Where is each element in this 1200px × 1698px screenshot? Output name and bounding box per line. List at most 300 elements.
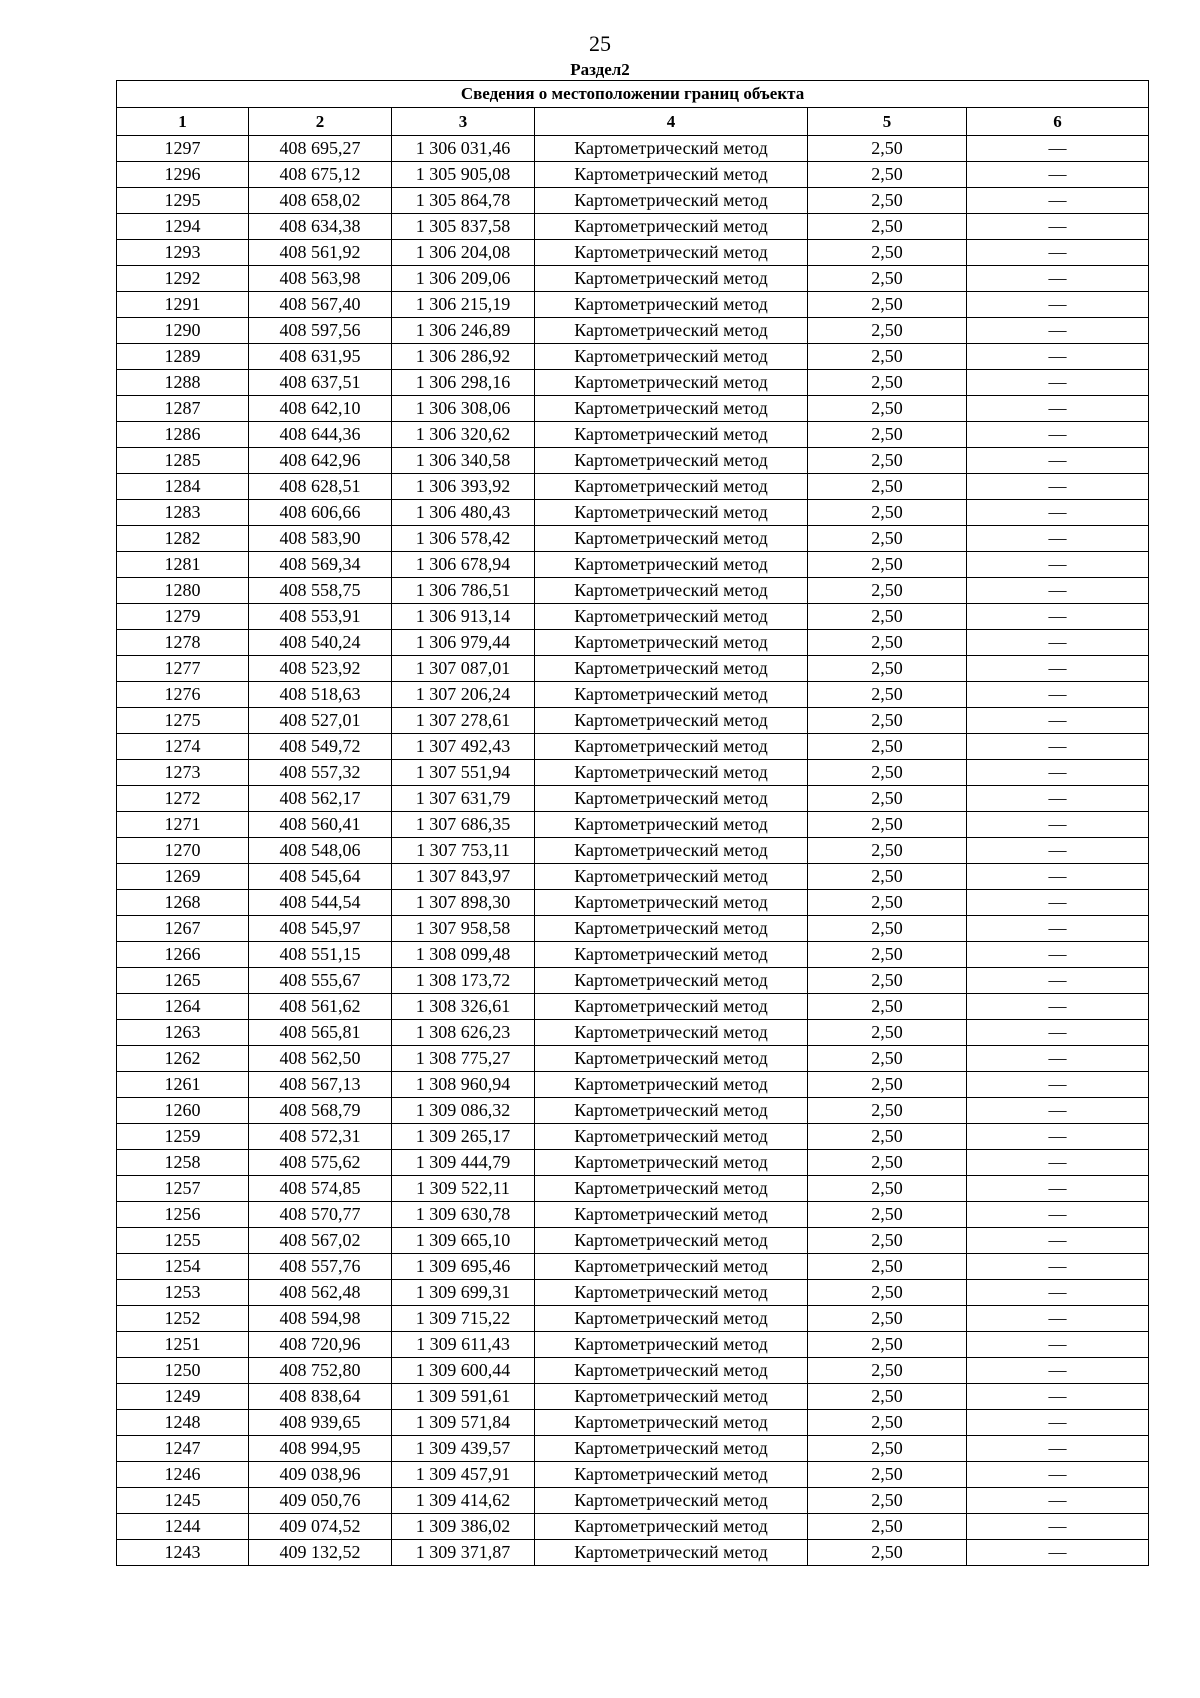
y-coordinate-cell: 1 309 571,84 [392,1410,535,1436]
note-cell: — [967,1254,1149,1280]
method-cell: Картометрический метод [535,422,808,448]
note-cell: — [967,942,1149,968]
method-cell: Картометрический метод [535,1124,808,1150]
note-cell: — [967,552,1149,578]
x-coordinate-cell: 409 038,96 [249,1462,392,1488]
note-cell: — [967,760,1149,786]
note-cell: — [967,1176,1149,1202]
point-number-cell: 1275 [117,708,249,734]
precision-cell: 2,50 [808,188,967,214]
x-coordinate-cell: 408 549,72 [249,734,392,760]
precision-cell: 2,50 [808,994,967,1020]
note-cell: — [967,682,1149,708]
point-number-cell: 1271 [117,812,249,838]
table-row [117,552,1149,578]
note-cell: — [967,1462,1149,1488]
x-coordinate-cell: 408 545,97 [249,916,392,942]
x-coordinate-cell: 408 720,96 [249,1332,392,1358]
point-number-cell: 1255 [117,1228,249,1254]
point-number-cell: 1277 [117,656,249,682]
note-cell: — [967,500,1149,526]
method-cell: Картометрический метод [535,708,808,734]
precision-cell: 2,50 [808,916,967,942]
precision-cell: 2,50 [808,552,967,578]
y-coordinate-cell: 1 306 913,14 [392,604,535,630]
note-cell: — [967,240,1149,266]
x-coordinate-cell: 408 569,34 [249,552,392,578]
method-cell: Картометрический метод [535,1202,808,1228]
table-row [117,500,1149,526]
x-coordinate-cell: 408 565,81 [249,1020,392,1046]
note-cell: — [967,994,1149,1020]
point-number-cell: 1247 [117,1436,249,1462]
note-cell: — [967,812,1149,838]
x-coordinate-cell: 408 551,15 [249,942,392,968]
precision-cell: 2,50 [808,890,967,916]
y-coordinate-cell: 1 307 087,01 [392,656,535,682]
y-coordinate-cell: 1 306 979,44 [392,630,535,656]
x-coordinate-cell: 408 557,32 [249,760,392,786]
y-coordinate-cell: 1 307 843,97 [392,864,535,890]
point-number-cell: 1289 [117,344,249,370]
y-coordinate-cell: 1 306 204,08 [392,240,535,266]
x-coordinate-cell: 409 132,52 [249,1540,392,1566]
x-coordinate-cell: 408 838,64 [249,1384,392,1410]
precision-cell: 2,50 [808,1202,967,1228]
column-number-4: 4 [535,108,808,136]
table-row [117,1254,1149,1280]
method-cell: Картометрический метод [535,292,808,318]
table-row [117,734,1149,760]
x-coordinate-cell: 408 555,67 [249,968,392,994]
precision-cell: 2,50 [808,1098,967,1124]
method-cell: Картометрический метод [535,318,808,344]
table-row [117,994,1149,1020]
table-row [117,1514,1149,1540]
note-cell: — [967,1020,1149,1046]
x-coordinate-cell: 408 562,48 [249,1280,392,1306]
method-cell: Картометрический метод [535,656,808,682]
y-coordinate-cell: 1 306 298,16 [392,370,535,396]
method-cell: Картометрический метод [535,916,808,942]
method-cell: Картометрический метод [535,1228,808,1254]
table-row [117,136,1149,162]
method-cell: Картометрический метод [535,682,808,708]
precision-cell: 2,50 [808,1124,967,1150]
x-coordinate-cell: 408 527,01 [249,708,392,734]
table-body [117,136,1149,1566]
note-cell: — [967,162,1149,188]
x-coordinate-cell: 408 557,76 [249,1254,392,1280]
x-coordinate-cell: 408 637,51 [249,370,392,396]
y-coordinate-cell: 1 308 099,48 [392,942,535,968]
precision-cell: 2,50 [808,682,967,708]
note-cell: — [967,1150,1149,1176]
point-number-cell: 1267 [117,916,249,942]
note-cell: — [967,1488,1149,1514]
method-cell: Картометрический метод [535,1488,808,1514]
precision-cell: 2,50 [808,1462,967,1488]
x-coordinate-cell: 408 568,79 [249,1098,392,1124]
precision-cell: 2,50 [808,266,967,292]
y-coordinate-cell: 1 309 699,31 [392,1280,535,1306]
y-coordinate-cell: 1 306 215,19 [392,292,535,318]
point-number-cell: 1276 [117,682,249,708]
point-number-cell: 1285 [117,448,249,474]
point-number-cell: 1281 [117,552,249,578]
table-row [117,1072,1149,1098]
y-coordinate-cell: 1 309 439,57 [392,1436,535,1462]
point-number-cell: 1294 [117,214,249,240]
x-coordinate-cell: 408 563,98 [249,266,392,292]
method-cell: Картометрический метод [535,1332,808,1358]
table-row [117,448,1149,474]
table-row [117,240,1149,266]
point-number-cell: 1292 [117,266,249,292]
table-row [117,942,1149,968]
table-caption-row [117,81,1149,108]
note-cell: — [967,292,1149,318]
precision-cell: 2,50 [808,396,967,422]
table-row [117,916,1149,942]
x-coordinate-cell: 408 594,98 [249,1306,392,1332]
y-coordinate-cell: 1 308 626,23 [392,1020,535,1046]
note-cell: — [967,838,1149,864]
point-number-cell: 1262 [117,1046,249,1072]
point-number-cell: 1253 [117,1280,249,1306]
method-cell: Картометрический метод [535,760,808,786]
precision-cell: 2,50 [808,1332,967,1358]
precision-cell: 2,50 [808,240,967,266]
point-number-cell: 1279 [117,604,249,630]
point-number-cell: 1264 [117,994,249,1020]
x-coordinate-cell: 408 658,02 [249,188,392,214]
table-row [117,526,1149,552]
point-number-cell: 1245 [117,1488,249,1514]
table-row [117,864,1149,890]
precision-cell: 2,50 [808,1150,967,1176]
y-coordinate-cell: 1 309 386,02 [392,1514,535,1540]
y-coordinate-cell: 1 309 414,62 [392,1488,535,1514]
precision-cell: 2,50 [808,1280,967,1306]
note-cell: — [967,474,1149,500]
method-cell: Картометрический метод [535,786,808,812]
precision-cell: 2,50 [808,656,967,682]
table-row [117,370,1149,396]
y-coordinate-cell: 1 309 591,61 [392,1384,535,1410]
y-coordinate-cell: 1 306 480,43 [392,500,535,526]
precision-cell: 2,50 [808,734,967,760]
method-cell: Картометрический метод [535,266,808,292]
note-cell: — [967,526,1149,552]
x-coordinate-cell: 408 553,91 [249,604,392,630]
table-row [117,786,1149,812]
method-cell: Картометрический метод [535,1358,808,1384]
point-number-cell: 1256 [117,1202,249,1228]
table-row [117,318,1149,344]
table-row [117,1280,1149,1306]
note-cell: — [967,1124,1149,1150]
table-row [117,968,1149,994]
table-row [117,1462,1149,1488]
table-row [117,1046,1149,1072]
note-cell: — [967,890,1149,916]
y-coordinate-cell: 1 309 265,17 [392,1124,535,1150]
table-row [117,1098,1149,1124]
point-number-cell: 1293 [117,240,249,266]
point-number-cell: 1290 [117,318,249,344]
y-coordinate-cell: 1 306 393,92 [392,474,535,500]
point-number-cell: 1288 [117,370,249,396]
x-coordinate-cell: 408 695,27 [249,136,392,162]
method-cell: Картометрический метод [535,734,808,760]
point-number-cell: 1243 [117,1540,249,1566]
point-number-cell: 1249 [117,1384,249,1410]
precision-cell: 2,50 [808,1488,967,1514]
x-coordinate-cell: 408 752,80 [249,1358,392,1384]
x-coordinate-cell: 408 572,31 [249,1124,392,1150]
precision-cell: 2,50 [808,1072,967,1098]
table-row [117,1228,1149,1254]
table-caption: Сведения о местоположении границ объекта [117,81,1149,108]
point-number-cell: 1283 [117,500,249,526]
note-cell: — [967,734,1149,760]
precision-cell: 2,50 [808,838,967,864]
x-coordinate-cell: 408 562,17 [249,786,392,812]
method-cell: Картометрический метод [535,396,808,422]
x-coordinate-cell: 408 939,65 [249,1410,392,1436]
x-coordinate-cell: 408 631,95 [249,344,392,370]
method-cell: Картометрический метод [535,1436,808,1462]
x-coordinate-cell: 408 597,56 [249,318,392,344]
note-cell: — [967,318,1149,344]
point-number-cell: 1297 [117,136,249,162]
x-coordinate-cell: 408 560,41 [249,812,392,838]
point-number-cell: 1284 [117,474,249,500]
point-number-cell: 1258 [117,1150,249,1176]
y-coordinate-cell: 1 309 695,46 [392,1254,535,1280]
table-row [117,1540,1149,1566]
note-cell: — [967,578,1149,604]
x-coordinate-cell: 408 606,66 [249,500,392,526]
note-cell: — [967,1046,1149,1072]
y-coordinate-cell: 1 309 665,10 [392,1228,535,1254]
y-coordinate-cell: 1 305 864,78 [392,188,535,214]
method-cell: Картометрический метод [535,552,808,578]
precision-cell: 2,50 [808,1410,967,1436]
table-row [117,1202,1149,1228]
table-row [117,890,1149,916]
table-row [117,1384,1149,1410]
method-cell: Картометрический метод [535,1540,808,1566]
table-row [117,630,1149,656]
y-coordinate-cell: 1 306 308,06 [392,396,535,422]
table-row [117,1176,1149,1202]
note-cell: — [967,1436,1149,1462]
table-row [117,656,1149,682]
x-coordinate-cell: 408 544,54 [249,890,392,916]
x-coordinate-cell: 409 074,52 [249,1514,392,1540]
table-row [117,1488,1149,1514]
page-number: 25 [589,31,611,56]
x-coordinate-cell: 408 558,75 [249,578,392,604]
y-coordinate-cell: 1 309 086,32 [392,1098,535,1124]
table-row [117,604,1149,630]
x-coordinate-cell: 408 545,64 [249,864,392,890]
table-row [117,162,1149,188]
precision-cell: 2,50 [808,344,967,370]
point-number-cell: 1266 [117,942,249,968]
note-cell: — [967,214,1149,240]
y-coordinate-cell: 1 307 686,35 [392,812,535,838]
y-coordinate-cell: 1 307 898,30 [392,890,535,916]
note-cell: — [967,1072,1149,1098]
point-number-cell: 1273 [117,760,249,786]
x-coordinate-cell: 408 570,77 [249,1202,392,1228]
y-coordinate-cell: 1 306 678,94 [392,552,535,578]
precision-cell: 2,50 [808,1228,967,1254]
y-coordinate-cell: 1 309 522,11 [392,1176,535,1202]
note-cell: — [967,864,1149,890]
x-coordinate-cell: 408 567,02 [249,1228,392,1254]
point-number-cell: 1269 [117,864,249,890]
point-number-cell: 1244 [117,1514,249,1540]
method-cell: Картометрический метод [535,136,808,162]
table-row [117,474,1149,500]
y-coordinate-cell: 1 308 960,94 [392,1072,535,1098]
x-coordinate-cell: 408 994,95 [249,1436,392,1462]
boundary-coordinates-table [116,80,1149,1566]
point-number-cell: 1295 [117,188,249,214]
note-cell: — [967,1540,1149,1566]
table-row [117,214,1149,240]
note-cell: — [967,916,1149,942]
table-row [117,1358,1149,1384]
column-number-2: 2 [249,108,392,136]
table-row [117,838,1149,864]
point-number-cell: 1263 [117,1020,249,1046]
x-coordinate-cell: 408 567,13 [249,1072,392,1098]
precision-cell: 2,50 [808,292,967,318]
method-cell: Картометрический метод [535,1306,808,1332]
method-cell: Картометрический метод [535,864,808,890]
note-cell: — [967,1280,1149,1306]
x-coordinate-cell: 408 628,51 [249,474,392,500]
precision-cell: 2,50 [808,1436,967,1462]
table-row [117,1020,1149,1046]
x-coordinate-cell: 409 050,76 [249,1488,392,1514]
table-row [117,292,1149,318]
point-number-cell: 1261 [117,1072,249,1098]
point-number-cell: 1260 [117,1098,249,1124]
precision-cell: 2,50 [808,370,967,396]
precision-cell: 2,50 [808,526,967,552]
precision-cell: 2,50 [808,864,967,890]
y-coordinate-cell: 1 306 340,58 [392,448,535,474]
precision-cell: 2,50 [808,760,967,786]
method-cell: Картометрический метод [535,526,808,552]
note-cell: — [967,1306,1149,1332]
point-number-cell: 1296 [117,162,249,188]
precision-cell: 2,50 [808,448,967,474]
table-row [117,760,1149,786]
precision-cell: 2,50 [808,214,967,240]
point-number-cell: 1268 [117,890,249,916]
note-cell: — [967,448,1149,474]
table-row [117,1332,1149,1358]
x-coordinate-cell: 408 518,63 [249,682,392,708]
x-coordinate-cell: 408 634,38 [249,214,392,240]
table-row [117,266,1149,292]
method-cell: Картометрический метод [535,1098,808,1124]
point-number-cell: 1291 [117,292,249,318]
method-cell: Картометрический метод [535,448,808,474]
method-cell: Картометрический метод [535,812,808,838]
precision-cell: 2,50 [808,942,967,968]
note-cell: — [967,370,1149,396]
point-number-cell: 1287 [117,396,249,422]
precision-cell: 2,50 [808,1540,967,1566]
point-number-cell: 1272 [117,786,249,812]
y-coordinate-cell: 1 309 444,79 [392,1150,535,1176]
note-cell: — [967,630,1149,656]
table-row [117,578,1149,604]
note-cell: — [967,344,1149,370]
precision-cell: 2,50 [808,500,967,526]
precision-cell: 2,50 [808,604,967,630]
point-number-cell: 1251 [117,1332,249,1358]
precision-cell: 2,50 [808,136,967,162]
y-coordinate-cell: 1 307 206,24 [392,682,535,708]
method-cell: Картометрический метод [535,604,808,630]
point-number-cell: 1270 [117,838,249,864]
y-coordinate-cell: 1 306 209,06 [392,266,535,292]
y-coordinate-cell: 1 309 600,44 [392,1358,535,1384]
x-coordinate-cell: 408 642,10 [249,396,392,422]
y-coordinate-cell: 1 309 457,91 [392,1462,535,1488]
x-coordinate-cell: 408 642,96 [249,448,392,474]
y-coordinate-cell: 1 309 611,43 [392,1332,535,1358]
column-number-3: 3 [392,108,535,136]
note-cell: — [967,604,1149,630]
note-cell: — [967,1410,1149,1436]
method-cell: Картометрический метод [535,1462,808,1488]
method-cell: Картометрический метод [535,1020,808,1046]
y-coordinate-cell: 1 309 715,22 [392,1306,535,1332]
y-coordinate-cell: 1 306 578,42 [392,526,535,552]
precision-cell: 2,50 [808,1046,967,1072]
method-cell: Картометрический метод [535,162,808,188]
method-cell: Картометрический метод [535,578,808,604]
x-coordinate-cell: 408 548,06 [249,838,392,864]
table-row [117,1436,1149,1462]
column-number-1: 1 [117,108,249,136]
point-number-cell: 1274 [117,734,249,760]
y-coordinate-cell: 1 307 278,61 [392,708,535,734]
table-row [117,1306,1149,1332]
note-cell: — [967,396,1149,422]
y-coordinate-cell: 1 305 837,58 [392,214,535,240]
method-cell: Картометрический метод [535,370,808,396]
table-row [117,1124,1149,1150]
y-coordinate-cell: 1 307 753,11 [392,838,535,864]
y-coordinate-cell: 1 306 246,89 [392,318,535,344]
note-cell: — [967,1358,1149,1384]
x-coordinate-cell: 408 562,50 [249,1046,392,1072]
method-cell: Картометрический метод [535,344,808,370]
note-cell: — [967,1202,1149,1228]
x-coordinate-cell: 408 561,62 [249,994,392,1020]
